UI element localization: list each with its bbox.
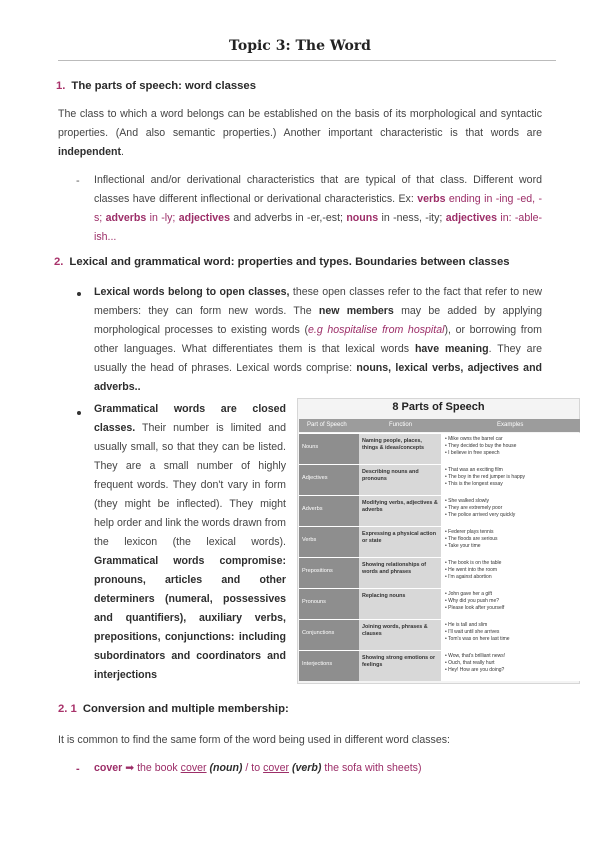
section-2-1-number: 2. 1	[58, 703, 77, 715]
example-item: • He is tall and slim	[445, 622, 488, 628]
example-item: • That was an exciting film	[445, 467, 503, 473]
example-item: • Hey! How are you doing?	[445, 667, 505, 674]
section-1-bullet-text	[94, 171, 542, 247]
bullet-dot	[77, 411, 81, 415]
cell-function: Describing nouns and pronouns	[359, 465, 441, 495]
section-2-1-title: Conversion and multiple membership:	[82, 703, 289, 715]
example-item: • I'm against abortion	[445, 574, 492, 581]
page-title: Topic 3: The Word	[229, 38, 371, 54]
example-item: • This is the longest essay	[445, 481, 503, 488]
example-item: • Tom's was on here last time	[445, 636, 510, 643]
text-bold: independent	[58, 146, 121, 158]
cell-examples	[441, 589, 580, 619]
word-class-label: (verb)	[291, 762, 322, 774]
underlined-word: cover	[180, 762, 207, 774]
term: cover	[94, 762, 123, 774]
cell-part-of-speech: Verbs	[299, 527, 359, 557]
example-item: • Federer plays tennis	[445, 529, 494, 535]
example-item: • Ouch, that really hurt	[445, 660, 495, 667]
example-item: • I'll wait until she arrives	[445, 629, 500, 636]
text: in -ness, -ity;	[378, 212, 446, 224]
table-row	[299, 650, 580, 681]
term: adjectives	[178, 212, 230, 224]
section-2-title: Lexical and grammatical word: properties and types. Boundaries between classes	[69, 256, 510, 268]
conversion-example	[94, 759, 542, 778]
column-header: Examples	[497, 422, 524, 428]
table-row	[299, 464, 580, 495]
cell-examples	[441, 527, 580, 557]
table-row	[299, 526, 580, 557]
example-item: • Please look after yourself	[445, 605, 505, 612]
text: / to	[242, 762, 264, 774]
cell-function: Showing strong emotions or feelings	[359, 651, 441, 681]
arrow-icon: ➡	[125, 762, 135, 774]
bullet-dash: -	[76, 763, 80, 775]
example-item: • The book is on the table	[445, 560, 502, 566]
text-bold: have meaning	[414, 343, 489, 355]
text: .	[120, 146, 124, 158]
grammatical-words-text	[94, 400, 286, 685]
section-1-number: 1.	[56, 80, 66, 92]
example-item: • She walked slowly	[445, 498, 489, 504]
table-row	[299, 588, 580, 619]
text: Inflectional and/or derivational characteristics that are typical of that class. Different word classes have different inflectional or derivational characteristics. Ex:	[94, 174, 542, 205]
lexical-words-text	[94, 283, 542, 397]
section-2-heading	[54, 256, 510, 268]
table-row	[299, 433, 580, 464]
word-class-label: (noun)	[209, 762, 243, 774]
table-row	[299, 495, 580, 526]
cell-examples	[441, 434, 580, 464]
table-row	[299, 557, 580, 588]
underlined-word: cover	[263, 762, 289, 774]
text: ending in -ing -ed, -s;	[94, 193, 542, 224]
section-1-heading	[56, 80, 256, 92]
section-1-paragraph	[58, 105, 542, 162]
cell-function: Joining words, phrases & clauses	[359, 620, 441, 650]
bullet-dot	[77, 292, 81, 296]
text: The class to which a word belongs can be established on the basis of its morphological and syntactic properties. (And also semantic properties.) Another important characteristic is that words are	[58, 108, 542, 139]
section-2-1-paragraph: It is common to find the same form of the word being used in different word classes:	[58, 734, 450, 746]
cell-part-of-speech: Adjectives	[299, 465, 359, 495]
text: in: -able-ish...	[94, 212, 542, 243]
text: and adverbs in -er,-est;	[229, 212, 347, 224]
text: in -ly;	[146, 212, 179, 224]
example-item: • They are extremely poor	[445, 505, 503, 512]
table-header	[299, 419, 580, 432]
title-divider	[58, 60, 556, 61]
example-item: • I believe in free speech	[445, 450, 500, 457]
column-header: Function	[389, 422, 413, 428]
term: nouns	[346, 212, 379, 224]
cell-part-of-speech: Prepositions	[299, 558, 359, 588]
section-1-title: The parts of speech: word classes	[71, 80, 257, 92]
example-item: • Mike owns the barrel car	[445, 436, 503, 442]
text-bold: Grammatical words are closed classes.	[94, 403, 286, 434]
cell-examples	[441, 558, 580, 588]
example-item: • Wow, that's brilliant news!	[445, 653, 506, 659]
parts-of-speech-table	[297, 398, 580, 684]
text: may be added by applying morphological processes to existing words (	[94, 305, 543, 336]
cell-part-of-speech: Pronouns	[299, 589, 359, 619]
cell-examples	[441, 651, 580, 681]
example-item: • The boy in the red jumper is happy	[445, 474, 526, 481]
table-row	[299, 619, 580, 650]
example-item: • The police arrived very quickly	[445, 512, 516, 519]
example-item: • They decided to buy the house	[445, 443, 517, 450]
example-item: • John gave her a gift	[445, 591, 493, 597]
cell-part-of-speech: Interjections	[299, 651, 359, 681]
cell-function: Modifying verbs, adjectives & adverbs	[359, 496, 441, 526]
cell-examples	[441, 465, 580, 495]
text: . They are usually the head of phrases. Lexical words comprise:	[94, 343, 542, 374]
cell-examples	[441, 496, 580, 526]
text-bold: Grammatical words compromise: pronouns, articles and other determiners (numeral, possessives and quantifiers), auxiliary verbs, prepositions, conjunctions: including subordinators and coordinators and interjections	[94, 555, 286, 681]
term: adjectives	[445, 212, 497, 224]
term: verbs	[417, 193, 446, 205]
text-bold: nouns, lexical verbs, adjectives and adverbs..	[94, 362, 543, 393]
example-item: • The floods are serious	[445, 536, 498, 543]
term: adverbs	[105, 212, 147, 224]
section-2-number: 2.	[54, 256, 64, 268]
example-text: e.g hospitalise from hospital	[308, 324, 445, 336]
text: ), or borrowing from other languages. What differentiates them is that lexical words	[94, 324, 542, 355]
example-item: • Take your time	[445, 543, 481, 550]
example-item: • Why did you push me?	[445, 598, 499, 605]
table-title: 8 Parts of Speech	[392, 401, 485, 413]
text: the book	[134, 762, 181, 774]
cell-function: Showing relationships of words and phrases	[359, 558, 441, 588]
text: these open classes refer to the fact that refer to new members: they can form new words. The	[94, 286, 542, 317]
cell-part-of-speech: Adverbs	[299, 496, 359, 526]
bullet-dash: -	[76, 175, 80, 187]
cell-part-of-speech: Conjunctions	[299, 620, 359, 650]
column-header: Part of Speech	[307, 422, 347, 428]
text-bold: Lexical words belong to open classes,	[94, 286, 290, 298]
cell-function: Replacing nouns	[359, 589, 441, 619]
section-2-1-heading	[58, 703, 289, 715]
example-item: • He went into the room	[445, 567, 498, 574]
text: the sofa with sheets)	[321, 762, 422, 774]
text: Their number is limited and usually small, so that they can be listed. They are a small number of highly frequent words. They don't vary in form (they might be inflected). They might help order and link the words drawn from the lexicon (the lexical words).	[94, 422, 286, 548]
cell-part-of-speech: Nouns	[299, 434, 359, 464]
text-bold: new members	[318, 305, 394, 317]
cell-function: Expressing a physical action or state	[359, 527, 441, 557]
cell-function: Naming people, places, things & ideas/concepts	[359, 434, 441, 464]
cell-examples	[441, 620, 580, 650]
